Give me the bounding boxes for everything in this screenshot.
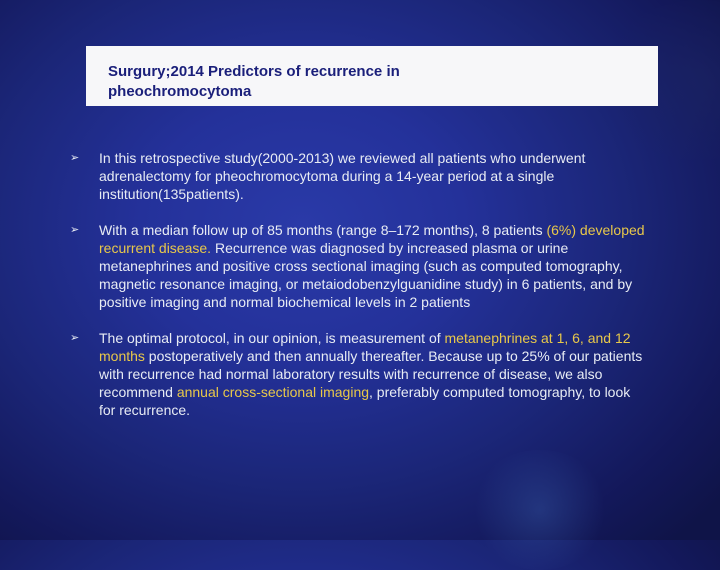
arrowhead-bullet-icon: ➢ — [70, 152, 80, 164]
bullet-2-highlight: (6%) developed recurrent disease. — [99, 222, 645, 256]
slide-title-line2: pheochromocytoma — [108, 83, 252, 100]
background-glow — [470, 450, 610, 570]
slide-title — [108, 62, 488, 102]
bullet-2-part-3: Recurrence was diagnosed by increased plasma or urine metanephrines and positive cross sectional imaging (such as computed tomography, magnetic resonance imaging, or metaiodobenzylguanidine study) in 6 patients, and by positive imaging and normal biochemical levels in 2 patients — [99, 240, 633, 310]
bullet-3-part-3: postoperatively and then annually thereafter. Because up to 25% of our patients with recurrence had normal laboratory results with recurrence of disease, we also recommend — [99, 348, 643, 400]
slide-title-line1: Surgury;2014 Predictors of recurrence in — [108, 63, 400, 80]
bullet-3-highlight-2: annual cross-sectional imaging — [176, 384, 370, 400]
bullet-3-part-1: The optimal protocol, in our opinion, is measurement of — [99, 330, 445, 346]
bullet-list — [70, 149, 650, 437]
arrowhead-bullet-icon: ➢ — [70, 332, 80, 344]
title-box — [86, 46, 658, 106]
bullet-1-part-1: In this retrospective study(2000-2013) we reviewed all patients who underwent adrenalectomy for pheochromocytoma during a 14-year period at a single institution(135patients). — [99, 150, 586, 202]
bullet-2-part-1: With a median follow up of 85 months (range 8–172 months), 8 patients — [99, 222, 547, 238]
arrowhead-bullet-icon: ➢ — [70, 224, 80, 236]
bullet-3-highlight-1: metanephrines at 1, 6, and 12 months — [99, 330, 631, 364]
bullet-item-3 — [70, 329, 650, 419]
bullet-item-1 — [70, 149, 650, 203]
bullet-item-2 — [70, 221, 650, 311]
bullet-3-part-5: , preferably computed tomography, to look for recurrence. — [99, 384, 631, 418]
